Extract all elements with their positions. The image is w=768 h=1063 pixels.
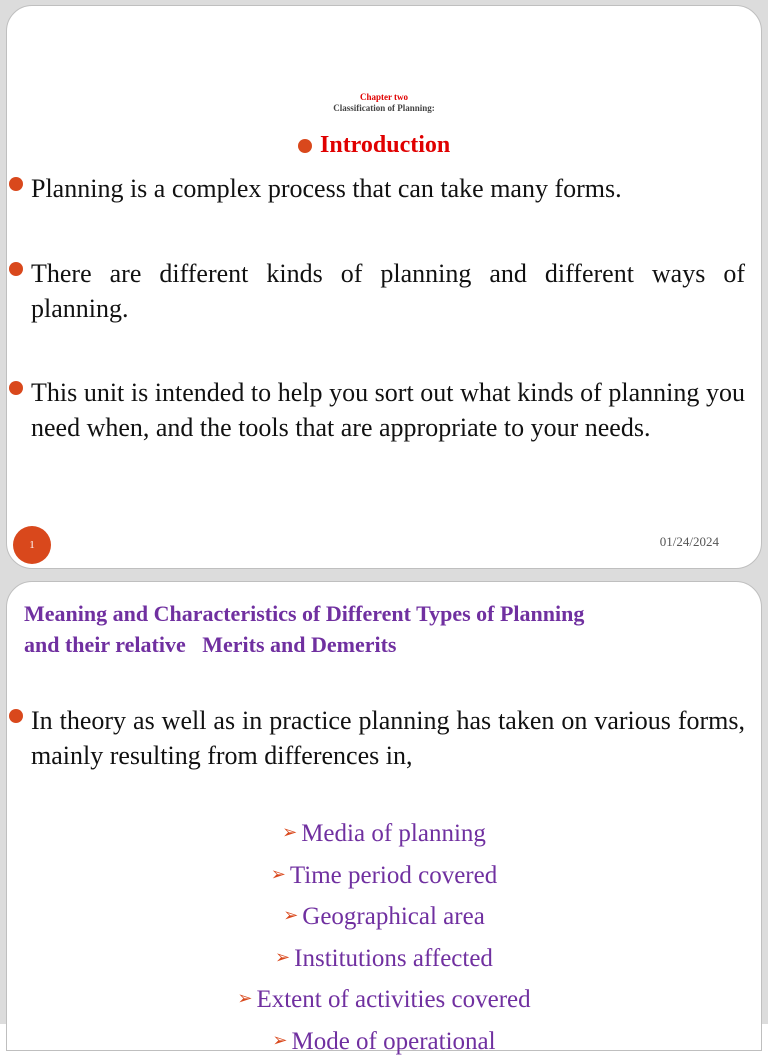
sub-bullet-item bbox=[7, 897, 761, 939]
bullet-text: In theory as well as in practice planning has taken on various forms, mainly resulting from differences in, bbox=[31, 706, 745, 770]
bullet-dot-icon bbox=[9, 177, 23, 191]
slide-number-badge: 1 bbox=[13, 526, 51, 564]
sub-bullet-text: Geographical area bbox=[302, 903, 485, 930]
bullet-dot-icon bbox=[9, 262, 23, 276]
arrow-bullet-icon: ➢ bbox=[272, 1021, 287, 1061]
bullet-text: There are different kinds of planning and different ways of planning. bbox=[31, 259, 745, 323]
introduction-heading-text: Introduction bbox=[320, 132, 450, 158]
bullet-text: Planning is a complex process that can take many forms. bbox=[31, 174, 622, 203]
sub-bullet-text: Mode of operational bbox=[291, 1028, 495, 1055]
bullet-item bbox=[31, 256, 745, 326]
slide-2 bbox=[6, 581, 762, 1051]
sub-bullet-text: Media of planning bbox=[301, 820, 486, 847]
slide-2-title-line: Meaning and Characteristics of Different Types of Planning bbox=[24, 598, 724, 629]
arrow-bullet-icon: ➢ bbox=[282, 813, 297, 853]
bullet-dot-icon bbox=[9, 381, 23, 395]
sub-bullet-text: Time period covered bbox=[290, 862, 497, 889]
slide-2-title bbox=[24, 598, 724, 660]
bullet-dot-icon bbox=[298, 139, 312, 153]
bullet-text: This unit is intended to help you sort out what kinds of planning you need when, and the tools that are appropriate to your needs. bbox=[31, 378, 745, 442]
arrow-bullet-icon: ➢ bbox=[237, 979, 252, 1019]
bullet-dot-icon bbox=[9, 709, 23, 723]
bullet-item bbox=[31, 171, 745, 206]
sub-bullet-item bbox=[7, 856, 761, 898]
chapter-title: Chapter two bbox=[7, 92, 761, 102]
bullet-item bbox=[31, 703, 745, 773]
arrow-bullet-icon: ➢ bbox=[283, 896, 298, 936]
sub-bullet-item bbox=[7, 939, 761, 981]
slide-2-title-line: and their relative Merits and Demerits bbox=[24, 629, 724, 660]
arrow-bullet-icon: ➢ bbox=[271, 855, 286, 895]
chapter-subtitle: Classification of Planning: bbox=[7, 103, 761, 113]
bullet-item bbox=[31, 375, 745, 445]
slide-date: 01/24/2024 bbox=[660, 534, 719, 550]
sub-bullet-list bbox=[7, 814, 761, 1063]
sub-bullet-item bbox=[7, 980, 761, 1022]
arrow-bullet-icon: ➢ bbox=[275, 938, 290, 978]
sub-bullet-text: Extent of activities covered bbox=[256, 986, 530, 1013]
introduction-heading bbox=[290, 132, 450, 159]
sub-bullet-item bbox=[7, 814, 761, 856]
sub-bullet-text: Institutions affected bbox=[294, 945, 493, 972]
slide-1 bbox=[6, 5, 762, 569]
sub-bullet-item bbox=[7, 1022, 761, 1063]
